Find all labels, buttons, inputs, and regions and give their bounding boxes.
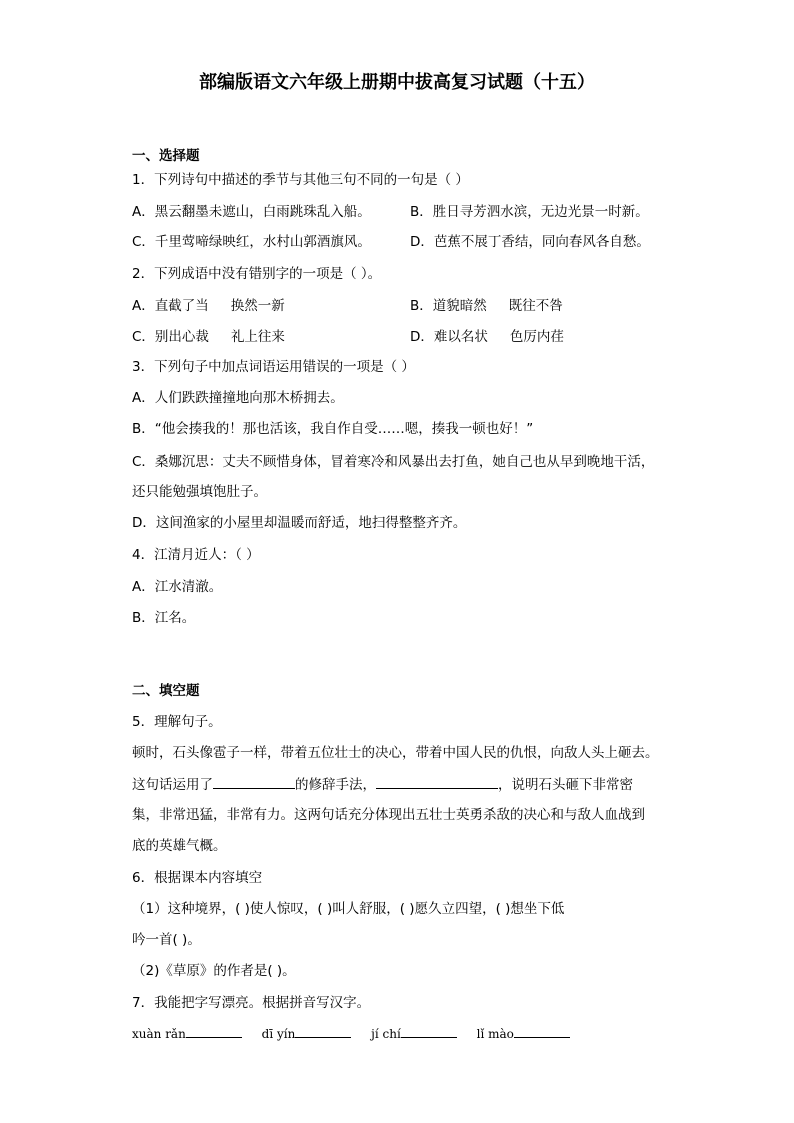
question-2-stem: 2．下列成语中没有错别字的一项是（ ）。: [132, 266, 382, 282]
q1-option-d: D．芭蕉不展丁香结，同向春风各自愁。: [410, 234, 650, 250]
q2-option-b: [410, 296, 563, 316]
q7-pinyin-2: dī yín: [261, 1027, 296, 1041]
q2-option-d-1: D．难以名状: [410, 329, 488, 345]
q3-option-c-line1: C．桑娜沉思：丈夫不顾惜身体，冒着寒冷和风暴出去打鱼，她自己也从早到晚地干活，: [132, 454, 655, 470]
q5-text-b: 的修辞手法，: [295, 777, 376, 793]
q5-blank-2[interactable]: [376, 774, 498, 789]
q5-sentence: 顿时，石头像雹子一样，带着五位壮士的决心，带着中国人民的仇恨，向敌人头上砸去。: [132, 745, 659, 761]
q3-option-a: A．人们跌跌撞撞地向那木桥拥去。: [132, 390, 344, 406]
question-4-stem: 4．江清月近人：（ ）: [132, 547, 260, 563]
q7-pinyin-3: jí chí: [371, 1027, 401, 1041]
q2-option-c: [132, 327, 285, 347]
q7-blank-2[interactable]: [295, 1025, 351, 1038]
q2-option-a-2: 换然一新: [230, 298, 285, 314]
q2-option-a: [132, 296, 285, 316]
q7-item-2: [262, 1025, 352, 1041]
q2-option-c-1: C．别出心裁: [132, 329, 209, 345]
q5-text-c: ，说明石头砸下非常密: [498, 777, 633, 793]
q7-item-3: [371, 1025, 457, 1041]
question-1-stem: 1．下列诗句中描述的季节与其他三句不同的一句是（ ）: [132, 172, 469, 188]
section-heading-choice: 一、选择题: [132, 148, 200, 164]
q7-pinyin-4: lǐ mào: [476, 1027, 514, 1041]
q2-option-b-1: B．道貌暗然: [410, 298, 487, 314]
q3-option-b: B．“他会揍我的！那也活该，我自作自受……嗯，揍我一顿也好！”: [132, 421, 534, 437]
q5-blank-1[interactable]: [213, 774, 295, 789]
q1-option-c: C．千里莺啼绿映红，水村山郭酒旗风。: [132, 234, 371, 250]
q7-blank-3[interactable]: [401, 1025, 457, 1038]
q5-line4: 底的英雄气概。: [132, 838, 227, 854]
q5-text-a: 这句话运用了: [132, 777, 213, 793]
question-7-stem: 7．我能把字写漂亮。根据拼音写汉字。: [132, 995, 371, 1011]
q3-option-c-line2: 还只能勉强填饱肚子。: [132, 484, 267, 500]
q4-option-a: A．江水清澈。: [132, 579, 223, 595]
q6-line3: （2)《草原》的作者是( )。: [132, 963, 296, 979]
section-heading-fill: 二、填空题: [132, 683, 200, 699]
q7-item-4: [477, 1025, 570, 1041]
q5-line3: 集，非常迅猛，非常有力。这两句话充分体现出五壮士英勇杀敌的决心和与敌人血战到: [132, 807, 645, 823]
q3-option-d: D．这间渔家的小屋里却温暖而舒适，地扫得整整齐齐。: [132, 515, 467, 531]
q5-line2: [132, 774, 633, 795]
q6-line1: （1）这种境界，( )使人惊叹，( )叫人舒服，( )愿久立四望，( )想坐下低: [132, 901, 565, 917]
q1-option-b: B．胜日寻芳泗水滨，无边光景一时新。: [410, 204, 649, 220]
q6-line2: 吟一首( )。: [132, 932, 201, 948]
q2-option-d-2: 色厉内荏: [509, 329, 564, 345]
q2-option-d: [410, 327, 564, 347]
q7-item-1: [132, 1025, 242, 1041]
q7-pinyin-row: [132, 1025, 586, 1041]
page-title: 部编版语文六年级上册期中拔高复习试题（十五）: [199, 72, 595, 93]
q2-option-a-1: A．直截了当: [132, 298, 209, 314]
q7-blank-4[interactable]: [514, 1025, 570, 1038]
question-6-stem: 6．根据课本内容填空: [132, 870, 263, 886]
q1-option-a: A．黑云翻墨未遮山，白雨跳珠乱入船。: [132, 204, 371, 220]
q7-blank-1[interactable]: [186, 1025, 242, 1038]
question-3-stem: 3．下列句子中加点词语运用错误的一项是（ ）: [132, 359, 415, 375]
q2-option-c-2: 礼上往来: [230, 329, 285, 345]
q4-option-b: B．江名。: [132, 610, 196, 626]
q7-pinyin-1: xuàn rǎn: [132, 1027, 186, 1041]
question-5-stem: 5．理解句子。: [132, 714, 222, 730]
q2-option-b-2: 既往不咎: [508, 298, 563, 314]
